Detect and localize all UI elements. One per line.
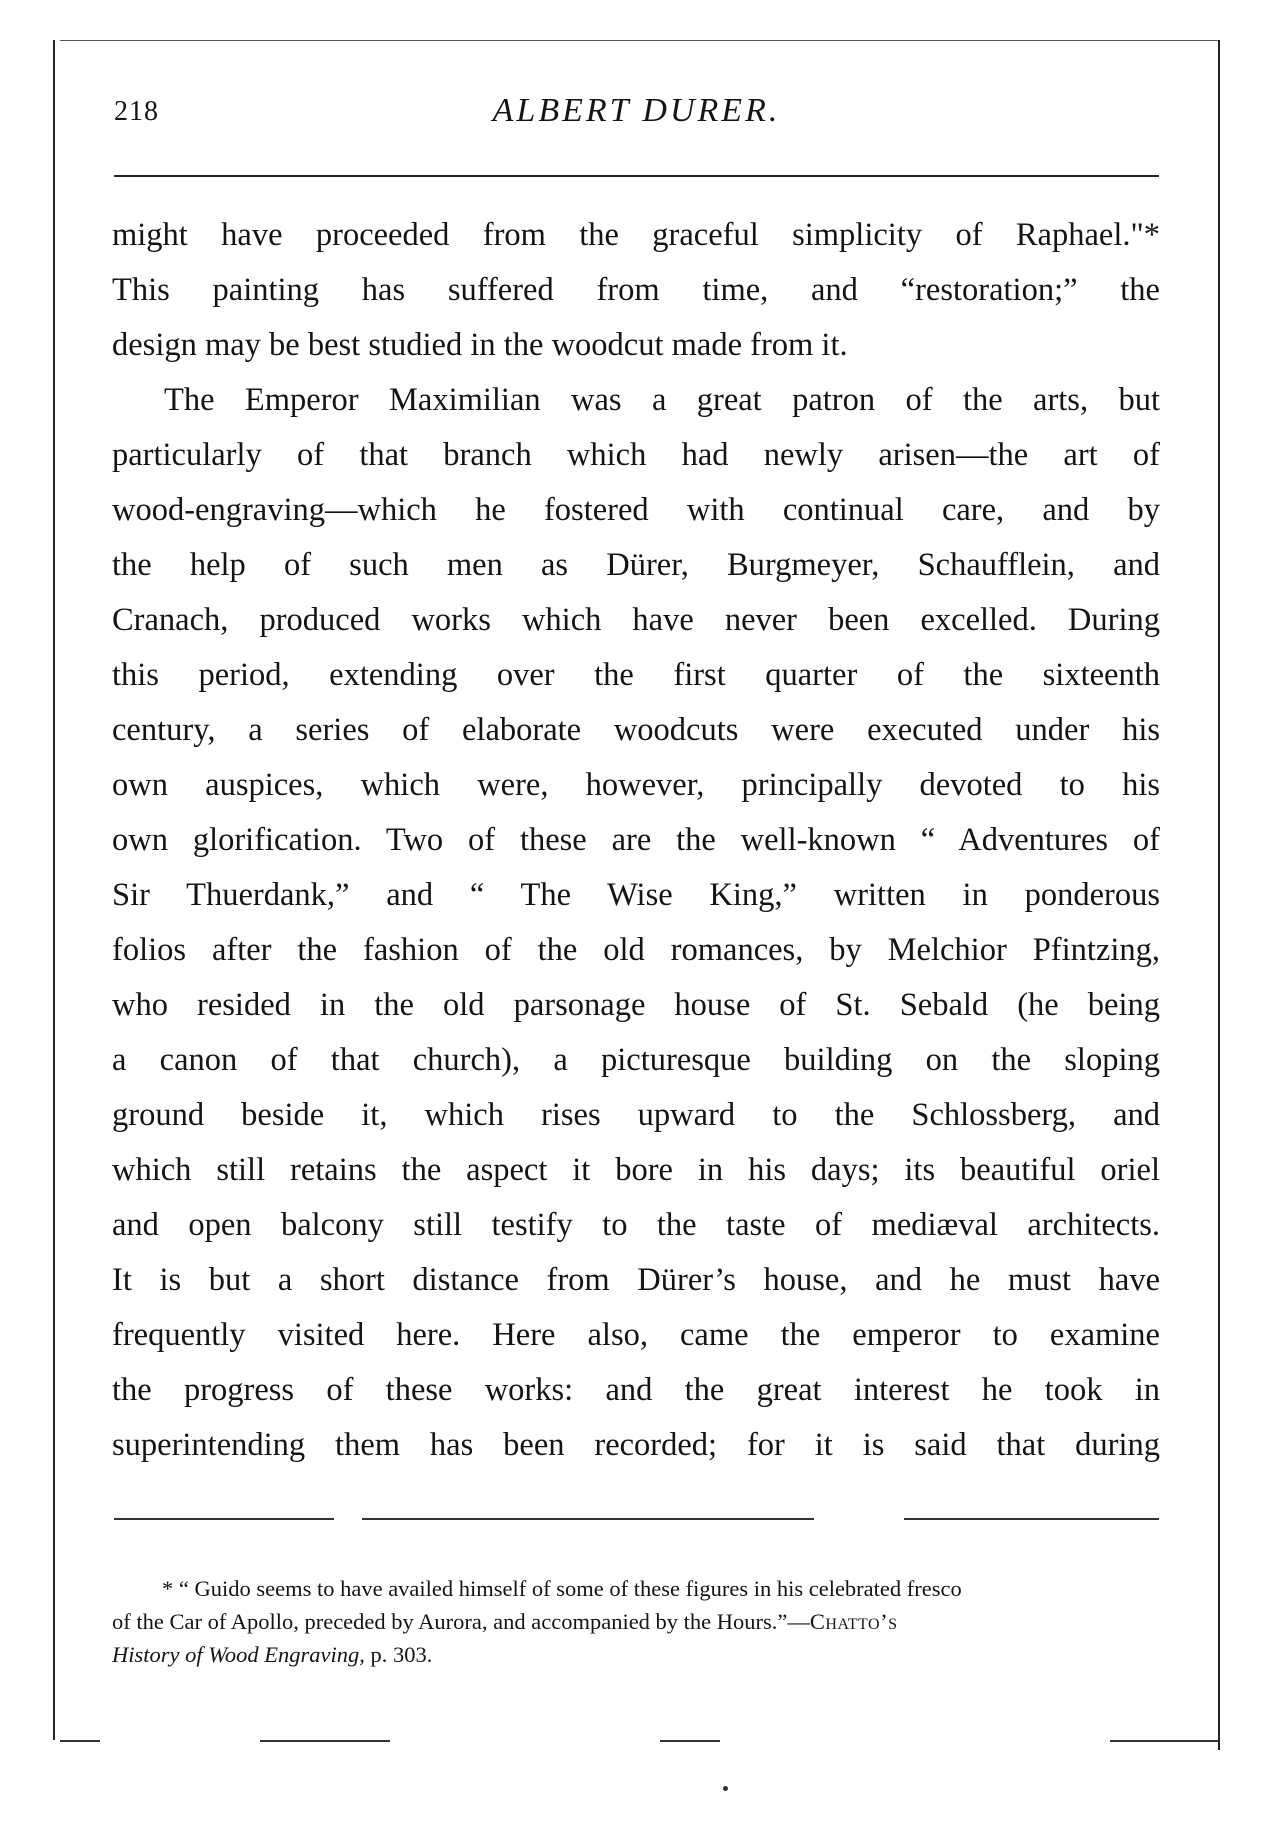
footnote-book-title: History of Wood Engraving, [112, 1642, 365, 1667]
text-line: own auspices, which were, however, principally devoted to his [112, 767, 1160, 803]
text-line: century, a series of elaborate woodcuts were executed under his [112, 712, 1160, 748]
scan-speck [723, 1786, 728, 1791]
text-line: which still retains the aspect it bore in his days; its beautiful oriel [112, 1152, 1160, 1188]
footnote-line: * “ Guido seems to have availed himself of some of these figures in his celebrated fresco [162, 1576, 962, 1601]
header-rule [114, 175, 1159, 177]
text-line: a canon of that church), a picturesque building on the sloping [112, 1042, 1160, 1078]
text-line: the progress of these works: and the great interest he took in [112, 1372, 1160, 1408]
footnote-rule [114, 1518, 1159, 1520]
footnote-line [112, 1638, 1160, 1671]
text-line: and open balcony still testify to the taste of mediæval architects. [112, 1207, 1160, 1243]
page-frame-bottom [60, 1740, 1218, 1742]
page-number: 218 [114, 96, 159, 127]
text-line: particularly of that branch which had newly arisen—the art of [112, 437, 1160, 473]
text-line: superintending them has been recorded; for it is said that during [112, 1427, 1160, 1463]
text-line: ground beside it, which rises upward to the Schlossberg, and [112, 1097, 1160, 1133]
text-line: This painting has suffered from time, and “restoration;” the [112, 272, 1160, 308]
page-frame-right [1218, 40, 1220, 1750]
page-frame-top [60, 40, 1218, 41]
text-line: wood-engraving—which he fostered with continual care, and by [112, 492, 1160, 528]
body-text [112, 208, 1160, 1473]
footnote-text: of the Car of Apollo, preceded by Aurora, and accompanied by the Hours.”— [112, 1609, 810, 1634]
text-line: Sir Thuerdank,” and “ The Wise King,” written in ponderous [112, 877, 1160, 913]
text-line: Cranach, produced works which have never been excelled. During [112, 602, 1160, 638]
footnote [112, 1572, 1160, 1671]
text-line: who resided in the old parsonage house of St. Sebald (he being [112, 987, 1160, 1023]
text-line: might have proceeded from the graceful simplicity of Raphael."* [112, 217, 1160, 253]
text-line: It is but a short distance from Dürer’s house, and he must have [112, 1262, 1160, 1298]
text-line: the help of such men as Dürer, Burgmeyer, Schaufflein, and [112, 547, 1160, 583]
page-header [114, 92, 1159, 136]
running-title: ALBERT DURER. [492, 92, 781, 129]
page-frame-left [53, 40, 55, 1740]
text-line: design may be best studied in the woodcut made from it. [112, 327, 848, 363]
footnote-line [112, 1605, 1160, 1638]
text-line: own glorification. Two of these are the well-known “ Adventures of [112, 822, 1160, 858]
text-line: frequently visited here. Here also, came the emperor to examine [112, 1317, 1160, 1353]
footnote-page-ref: p. 303. [364, 1642, 433, 1667]
text-line: folios after the fashion of the old romances, by Melchior Pfintzing, [112, 932, 1160, 968]
footnote-author: Chatto’s [809, 1609, 898, 1634]
text-line: The Emperor Maximilian was a great patron of the arts, but [164, 382, 1160, 418]
text-line: this period, extending over the first quarter of the sixteenth [112, 657, 1160, 693]
